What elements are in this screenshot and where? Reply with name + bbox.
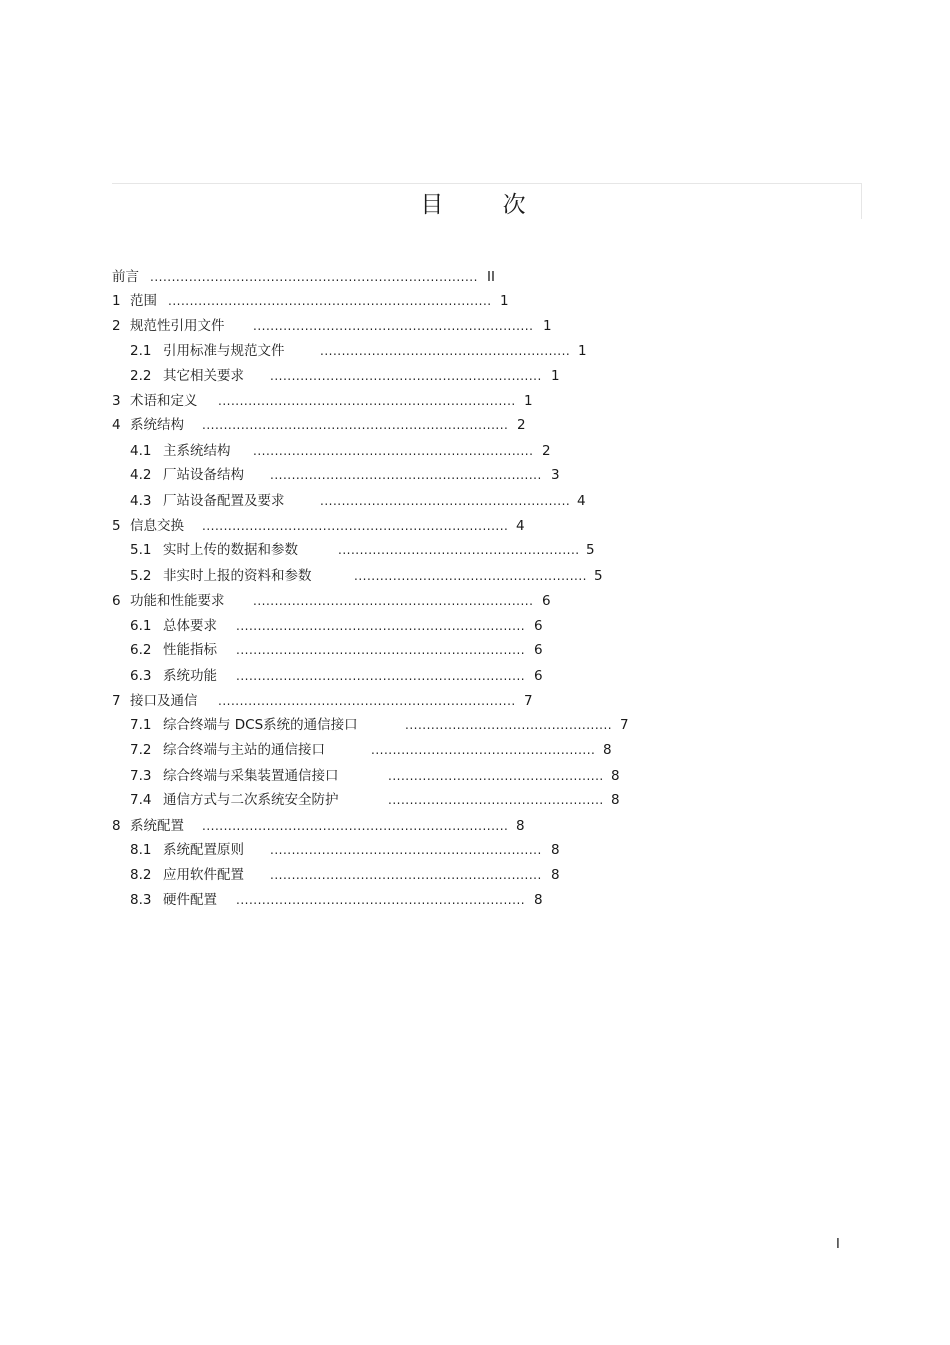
toc-entry-number: 7.3: [130, 768, 152, 784]
toc-entry[interactable]: [0, 592, 950, 610]
toc-entry-number: 4.2: [130, 467, 152, 483]
toc-entry[interactable]: [0, 517, 950, 535]
toc-entry-page: 5: [586, 542, 595, 558]
toc-entry-number: 7.4: [130, 792, 152, 808]
toc-entry[interactable]: [0, 841, 950, 859]
toc-leader-dots: ..........................................................: [320, 494, 571, 508]
toc-entry[interactable]: [0, 442, 950, 460]
toc-entry[interactable]: [0, 791, 950, 809]
toc-entry-title: 系统配置: [130, 818, 184, 834]
toc-entry-title: 术语和定义: [130, 393, 198, 409]
toc-entry-page: 8: [534, 892, 543, 908]
toc-entry-title: 实时上传的数据和参数: [163, 542, 298, 558]
toc-entry[interactable]: [0, 866, 950, 884]
toc-entry-page: 1: [578, 343, 587, 359]
toc-entry-title: 信息交换: [130, 518, 184, 534]
toc-leader-dots: ...................................................................: [236, 643, 526, 657]
toc-entry-page: 2: [517, 417, 526, 433]
toc-leader-dots: .......................................................................: [202, 819, 509, 833]
toc-entry-title: 系统配置原则: [163, 842, 244, 858]
toc-entry-number: 6: [112, 593, 121, 609]
toc-entry-page: 1: [551, 368, 560, 384]
toc-entry-page: 7: [524, 693, 533, 709]
toc-entry[interactable]: [0, 741, 950, 759]
toc-entry-number: 2.1: [130, 343, 152, 359]
toc-entry-number: 1: [112, 293, 121, 309]
toc-entry[interactable]: [0, 617, 950, 635]
toc-leader-dots: .................................................................: [253, 444, 534, 458]
toc-entry[interactable]: [0, 891, 950, 909]
toc-entry-title: 功能和性能要求: [130, 593, 225, 609]
toc-entry-page: 6: [542, 593, 551, 609]
toc-entry[interactable]: [0, 317, 950, 335]
toc-entry-number: 5.2: [130, 568, 152, 584]
toc-entry[interactable]: [0, 367, 950, 385]
toc-entry-title: 性能指标: [163, 642, 217, 658]
toc-entry-title: 非实时上报的资料和参数: [163, 568, 312, 584]
toc-entry-number: 7.1: [130, 717, 152, 733]
toc-entry-page: 1: [543, 318, 552, 334]
toc-entry-title: 系统功能: [163, 668, 217, 684]
toc-entry-number: 4.1: [130, 443, 152, 459]
toc-entry-page: 8: [551, 842, 560, 858]
toc-leader-dots: ...............................................................: [270, 868, 542, 882]
toc-entry-title: 厂站设备结构: [163, 467, 244, 483]
toc-leader-dots: ..........................................................: [320, 344, 571, 358]
toc-title: 目 次: [420, 192, 552, 218]
toc-entry-page: II: [487, 269, 495, 285]
toc-entry-page: 1: [500, 293, 509, 309]
toc-entry[interactable]: [0, 492, 950, 510]
toc-entry[interactable]: [0, 641, 950, 659]
toc-entry-page: 8: [516, 818, 525, 834]
toc-entry-page: 6: [534, 642, 543, 658]
toc-leader-dots: .....................................................................: [218, 394, 516, 408]
toc-entry[interactable]: [0, 567, 950, 585]
toc-entry-title: 主系统结构: [163, 443, 231, 459]
toc-entry-number: 6.2: [130, 642, 152, 658]
toc-entry-number: 5.1: [130, 542, 152, 558]
toc-entry-number: 8.1: [130, 842, 152, 858]
toc-entry[interactable]: [0, 692, 950, 710]
toc-leader-dots: ...............................................................: [270, 468, 542, 482]
page-number: I: [836, 1237, 840, 1252]
toc-entry[interactable]: [0, 292, 950, 310]
toc-leader-dots: ..................................................: [388, 793, 604, 807]
toc-entry-page: 2: [542, 443, 551, 459]
toc-entry-number: 8.3: [130, 892, 152, 908]
toc-entry-number: 6.1: [130, 618, 152, 634]
toc-entry[interactable]: [0, 466, 950, 484]
toc-leader-dots: ...............................................................: [270, 843, 542, 857]
toc-entry-number: 3: [112, 393, 121, 409]
toc-entry[interactable]: [0, 767, 950, 785]
toc-leader-dots: ...................................................................: [236, 669, 526, 683]
toc-entry-page: 8: [611, 768, 620, 784]
toc-entry-title: 总体要求: [163, 618, 217, 634]
toc-entry-title: 硬件配置: [163, 892, 217, 908]
toc-leader-dots: ...........................................................................: [168, 294, 492, 308]
toc-entry-page: 4: [577, 493, 586, 509]
toc-entry-title: 系统结构: [130, 417, 184, 433]
toc-leader-dots: ..................................................: [388, 769, 604, 783]
toc-entry-title: 综合终端与主站的通信接口: [163, 742, 325, 758]
toc-entry-title: 其它相关要求: [163, 368, 244, 384]
toc-entry-title: 综合终端与 DCS系统的通信接口: [163, 717, 358, 733]
toc-leader-dots: .......................................................................: [202, 418, 509, 432]
toc-entry-page: 6: [534, 668, 543, 684]
toc-entry-number: 8.2: [130, 867, 152, 883]
toc-leader-dots: ...................................................................: [236, 893, 526, 907]
toc-entry-number: 7: [112, 693, 121, 709]
toc-entry-page: 5: [594, 568, 603, 584]
toc-entry-number: 2.2: [130, 368, 152, 384]
toc-leader-dots: ...............................................................: [270, 369, 542, 383]
toc-entry-title: 引用标准与规范文件: [163, 343, 285, 359]
toc-leader-dots: .................................................................: [253, 319, 534, 333]
toc-leader-dots: ............................................................................: [150, 270, 478, 284]
toc-leader-dots: ................................................: [405, 718, 613, 732]
toc-entry-page: 4: [516, 518, 525, 534]
toc-entry-page: 1: [524, 393, 533, 409]
toc-entry-page: 8: [603, 742, 612, 758]
toc-entry-title: 应用软件配置: [163, 867, 244, 883]
toc-entry[interactable]: [0, 342, 950, 360]
toc-entry-number: 7.2: [130, 742, 152, 758]
toc-leader-dots: ......................................................: [354, 569, 587, 583]
toc-entry-page: 7: [620, 717, 629, 733]
toc-entry-title: 规范性引用文件: [130, 318, 225, 334]
toc-leader-dots: ........................................................: [338, 543, 580, 557]
toc-entry-title: 厂站设备配置及要求: [163, 493, 285, 509]
toc-entry-title: 范围: [130, 293, 157, 309]
toc-entry-page: 8: [611, 792, 620, 808]
toc-leader-dots: .......................................................................: [202, 519, 509, 533]
toc-entry[interactable]: [0, 416, 950, 434]
toc-entry-title: 接口及通信: [130, 693, 198, 709]
toc-entry-page: 8: [551, 867, 560, 883]
toc-entry[interactable]: [0, 268, 950, 286]
toc-entry[interactable]: [0, 392, 950, 410]
toc-leader-dots: .................................................................: [253, 594, 534, 608]
toc-entry-number: 8: [112, 818, 121, 834]
toc-entry[interactable]: [0, 667, 950, 685]
toc-entry-number: 6.3: [130, 668, 152, 684]
toc-entry-title: 前言: [112, 269, 139, 285]
toc-entry-number: 5: [112, 518, 121, 534]
toc-entry-page: 3: [551, 467, 560, 483]
toc-leader-dots: ...................................................................: [236, 619, 526, 633]
toc-entry-page: 6: [534, 618, 543, 634]
toc-entry[interactable]: [0, 716, 950, 734]
toc-entry-number: 2: [112, 318, 121, 334]
toc-entry-number: 4: [112, 417, 121, 433]
toc-entry[interactable]: [0, 541, 950, 559]
toc-entry-title: 综合终端与采集装置通信接口: [163, 768, 339, 784]
toc-leader-dots: .....................................................................: [218, 694, 516, 708]
toc-entry[interactable]: [0, 817, 950, 835]
toc-leader-dots: ....................................................: [371, 743, 596, 757]
toc-entry-number: 4.3: [130, 493, 152, 509]
toc-entry-title: 通信方式与二次系统安全防护: [163, 792, 339, 808]
